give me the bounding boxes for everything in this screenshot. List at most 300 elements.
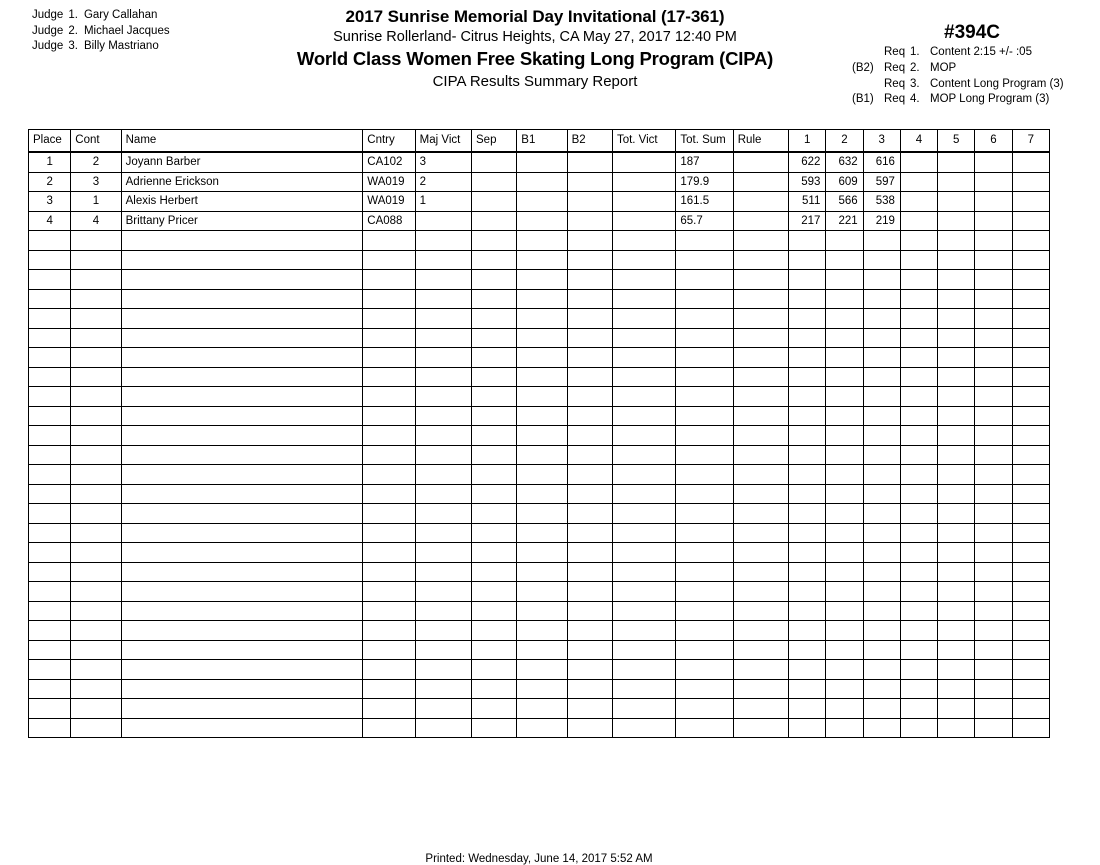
cell-j1: 217 bbox=[789, 211, 826, 231]
cell-j2 bbox=[826, 523, 863, 543]
column-header-name[interactable]: Name bbox=[121, 130, 363, 153]
cell-j2 bbox=[826, 484, 863, 504]
table-row-empty[interactable] bbox=[29, 660, 1050, 680]
cell-b1 bbox=[517, 640, 567, 660]
cell-j1 bbox=[789, 367, 826, 387]
table-row-empty[interactable] bbox=[29, 582, 1050, 602]
cell-maj_vict bbox=[415, 699, 471, 719]
cell-j4 bbox=[900, 562, 937, 582]
cell-sep bbox=[472, 348, 517, 368]
cell-cont bbox=[71, 270, 121, 290]
cell-cntry: CA102 bbox=[363, 152, 415, 172]
cell-tot_sum: 179.9 bbox=[676, 172, 733, 192]
cell-tot_vict bbox=[612, 699, 675, 719]
cell-j6 bbox=[975, 309, 1012, 329]
cell-j6 bbox=[975, 289, 1012, 309]
cell-b1 bbox=[517, 328, 567, 348]
cell-tot_sum bbox=[676, 348, 733, 368]
column-header-tot_sum[interactable]: Tot. Sum bbox=[676, 130, 733, 153]
cell-j5 bbox=[938, 211, 975, 231]
cell-j5 bbox=[938, 601, 975, 621]
cell-j7 bbox=[1012, 582, 1049, 602]
cell-j2 bbox=[826, 504, 863, 524]
cell-j7 bbox=[1012, 445, 1049, 465]
table-row-empty[interactable] bbox=[29, 718, 1050, 738]
cell-j7 bbox=[1012, 172, 1049, 192]
cell-j2: 609 bbox=[826, 172, 863, 192]
cell-j2: 221 bbox=[826, 211, 863, 231]
cell-j4 bbox=[900, 504, 937, 524]
cell-name bbox=[121, 543, 363, 563]
title-block bbox=[190, 6, 880, 92]
table-row-empty[interactable] bbox=[29, 406, 1050, 426]
cell-name bbox=[121, 445, 363, 465]
cell-tot_vict bbox=[612, 523, 675, 543]
cell-j3 bbox=[863, 562, 900, 582]
cell-sep bbox=[472, 152, 517, 172]
cell-b1 bbox=[517, 484, 567, 504]
table-row-empty[interactable] bbox=[29, 387, 1050, 407]
cell-j1 bbox=[789, 699, 826, 719]
cell-maj_vict bbox=[415, 640, 471, 660]
cell-b2 bbox=[567, 348, 612, 368]
cell-maj_vict bbox=[415, 562, 471, 582]
cell-j6 bbox=[975, 718, 1012, 738]
cell-b1 bbox=[517, 504, 567, 524]
column-header-j4[interactable]: 4 bbox=[900, 130, 937, 153]
results-table-container bbox=[28, 129, 1050, 865]
table-row-empty[interactable] bbox=[29, 621, 1050, 641]
column-header-j7[interactable]: 7 bbox=[1012, 130, 1049, 153]
cell-j5 bbox=[938, 152, 975, 172]
cell-maj_vict bbox=[415, 406, 471, 426]
cell-cntry bbox=[363, 621, 415, 641]
cell-j1 bbox=[789, 465, 826, 485]
cell-j1 bbox=[789, 718, 826, 738]
cell-tot_sum bbox=[676, 484, 733, 504]
cell-j4 bbox=[900, 523, 937, 543]
cell-j7 bbox=[1012, 465, 1049, 485]
cell-maj_vict bbox=[415, 328, 471, 348]
cell-sep bbox=[472, 250, 517, 270]
cell-place bbox=[29, 250, 71, 270]
cell-tot_vict bbox=[612, 621, 675, 641]
cell-j1 bbox=[789, 387, 826, 407]
cell-tot_sum bbox=[676, 582, 733, 602]
cell-tot_vict bbox=[612, 640, 675, 660]
table-row-empty[interactable] bbox=[29, 348, 1050, 368]
cell-b1 bbox=[517, 562, 567, 582]
cell-cont bbox=[71, 387, 121, 407]
cell-sep bbox=[472, 484, 517, 504]
cell-place bbox=[29, 660, 71, 680]
cell-tot_vict bbox=[612, 484, 675, 504]
cell-b1 bbox=[517, 387, 567, 407]
cell-name bbox=[121, 309, 363, 329]
column-header-j5[interactable]: 5 bbox=[938, 130, 975, 153]
cell-sep bbox=[472, 211, 517, 231]
table-row-empty[interactable] bbox=[29, 562, 1050, 582]
cell-j4 bbox=[900, 484, 937, 504]
cell-j3 bbox=[863, 406, 900, 426]
cell-cont bbox=[71, 718, 121, 738]
cell-j2 bbox=[826, 426, 863, 446]
cell-tot_vict bbox=[612, 660, 675, 680]
cell-j5 bbox=[938, 289, 975, 309]
cell-rule bbox=[733, 523, 788, 543]
cell-b1 bbox=[517, 621, 567, 641]
cell-b1 bbox=[517, 231, 567, 251]
cell-place bbox=[29, 406, 71, 426]
cell-b1 bbox=[517, 192, 567, 212]
printed-timestamp: Printed: Wednesday, June 14, 2017 5:52 AM bbox=[425, 853, 653, 865]
cell-j4 bbox=[900, 328, 937, 348]
cell-b2 bbox=[567, 328, 612, 348]
cell-j5 bbox=[938, 582, 975, 602]
cell-j6 bbox=[975, 543, 1012, 563]
cell-j2 bbox=[826, 562, 863, 582]
cell-j1: 511 bbox=[789, 192, 826, 212]
cell-sep bbox=[472, 640, 517, 660]
column-header-sep[interactable]: Sep bbox=[472, 130, 517, 153]
cell-b2 bbox=[567, 152, 612, 172]
cell-j5 bbox=[938, 504, 975, 524]
cell-name bbox=[121, 679, 363, 699]
table-row-empty[interactable] bbox=[29, 445, 1050, 465]
column-header-j2[interactable]: 2 bbox=[826, 130, 863, 153]
cell-cntry bbox=[363, 582, 415, 602]
cell-j6 bbox=[975, 192, 1012, 212]
cell-tot_vict bbox=[612, 250, 675, 270]
cell-j3 bbox=[863, 484, 900, 504]
cell-cntry: WA019 bbox=[363, 192, 415, 212]
cell-j1 bbox=[789, 621, 826, 641]
cell-j1: 593 bbox=[789, 172, 826, 192]
cell-maj_vict bbox=[415, 250, 471, 270]
cell-j7 bbox=[1012, 270, 1049, 290]
cell-j6 bbox=[975, 484, 1012, 504]
cell-j5 bbox=[938, 484, 975, 504]
cell-j6 bbox=[975, 211, 1012, 231]
cell-j3: 219 bbox=[863, 211, 900, 231]
column-header-maj_vict[interactable]: Maj Vict bbox=[415, 130, 471, 153]
cell-cont bbox=[71, 562, 121, 582]
cell-tot_vict bbox=[612, 562, 675, 582]
cell-j1 bbox=[789, 250, 826, 270]
column-header-cntry[interactable]: Cntry bbox=[363, 130, 415, 153]
cell-j4 bbox=[900, 172, 937, 192]
table-row-empty[interactable] bbox=[29, 328, 1050, 348]
cell-b1 bbox=[517, 601, 567, 621]
cell-j7 bbox=[1012, 152, 1049, 172]
cell-cont bbox=[71, 621, 121, 641]
cell-maj_vict bbox=[415, 348, 471, 368]
results-table-body bbox=[29, 152, 1050, 738]
cell-name bbox=[121, 348, 363, 368]
cell-maj_vict: 2 bbox=[415, 172, 471, 192]
cell-j5 bbox=[938, 621, 975, 641]
table-row-empty[interactable] bbox=[29, 367, 1050, 387]
cell-j2: 632 bbox=[826, 152, 863, 172]
column-header-j1[interactable]: 1 bbox=[789, 130, 826, 153]
cell-rule bbox=[733, 328, 788, 348]
column-header-j3[interactable]: 3 bbox=[863, 130, 900, 153]
cell-j5 bbox=[938, 718, 975, 738]
cell-j2 bbox=[826, 445, 863, 465]
cell-maj_vict bbox=[415, 601, 471, 621]
cell-j1 bbox=[789, 270, 826, 290]
cell-j4 bbox=[900, 289, 937, 309]
cell-cont bbox=[71, 582, 121, 602]
cell-name: Alexis Herbert bbox=[121, 192, 363, 212]
cell-j6 bbox=[975, 621, 1012, 641]
cell-name: Joyann Barber bbox=[121, 152, 363, 172]
cell-place bbox=[29, 718, 71, 738]
cell-j6 bbox=[975, 582, 1012, 602]
cell-cntry bbox=[363, 484, 415, 504]
cell-tot_sum bbox=[676, 426, 733, 446]
cell-j4 bbox=[900, 601, 937, 621]
cell-j7 bbox=[1012, 250, 1049, 270]
column-header-b1[interactable]: B1 bbox=[517, 130, 567, 153]
cell-sep bbox=[472, 367, 517, 387]
cell-place bbox=[29, 523, 71, 543]
requirement-bonus bbox=[852, 45, 884, 61]
cell-j3 bbox=[863, 309, 900, 329]
column-header-tot_vict[interactable]: Tot. Vict bbox=[612, 130, 675, 153]
table-row[interactable] bbox=[29, 192, 1050, 212]
cell-sep bbox=[472, 621, 517, 641]
cell-b2 bbox=[567, 679, 612, 699]
cell-place bbox=[29, 270, 71, 290]
cell-j7 bbox=[1012, 601, 1049, 621]
cell-cont bbox=[71, 309, 121, 329]
cell-b1 bbox=[517, 543, 567, 563]
cell-j5 bbox=[938, 250, 975, 270]
cell-j7 bbox=[1012, 367, 1049, 387]
cell-b2 bbox=[567, 231, 612, 251]
cell-cntry: WA019 bbox=[363, 172, 415, 192]
cell-maj_vict bbox=[415, 484, 471, 504]
cell-sep bbox=[472, 562, 517, 582]
cell-rule bbox=[733, 640, 788, 660]
cell-cont bbox=[71, 465, 121, 485]
table-row[interactable] bbox=[29, 152, 1050, 172]
table-row[interactable] bbox=[29, 172, 1050, 192]
cell-j1 bbox=[789, 562, 826, 582]
table-row-empty[interactable] bbox=[29, 231, 1050, 251]
cell-b1 bbox=[517, 152, 567, 172]
cell-j6 bbox=[975, 504, 1012, 524]
cell-tot_vict bbox=[612, 289, 675, 309]
cell-tot_sum bbox=[676, 660, 733, 680]
requirement-text: Content Long Program (3) bbox=[930, 77, 1064, 90]
cell-name: Adrienne Erickson bbox=[121, 172, 363, 192]
cell-rule bbox=[733, 367, 788, 387]
cell-j7 bbox=[1012, 387, 1049, 407]
cell-sep bbox=[472, 426, 517, 446]
cell-place bbox=[29, 699, 71, 719]
column-header-place[interactable]: Place bbox=[29, 130, 71, 153]
cell-place bbox=[29, 348, 71, 368]
table-row-empty[interactable] bbox=[29, 679, 1050, 699]
table-row-empty[interactable] bbox=[29, 465, 1050, 485]
cell-b2 bbox=[567, 270, 612, 290]
cell-b2 bbox=[567, 289, 612, 309]
cell-cntry bbox=[363, 231, 415, 251]
cell-tot_vict bbox=[612, 152, 675, 172]
cell-j3 bbox=[863, 582, 900, 602]
cell-tot_sum bbox=[676, 718, 733, 738]
cell-rule bbox=[733, 445, 788, 465]
cell-j1 bbox=[789, 231, 826, 251]
cell-b2 bbox=[567, 172, 612, 192]
cell-name bbox=[121, 699, 363, 719]
cell-tot_sum bbox=[676, 543, 733, 563]
table-row-empty[interactable] bbox=[29, 309, 1050, 329]
table-row-empty[interactable] bbox=[29, 504, 1050, 524]
cell-name: Brittany Pricer bbox=[121, 211, 363, 231]
cell-cntry bbox=[363, 250, 415, 270]
cell-j1 bbox=[789, 426, 826, 446]
cell-j7 bbox=[1012, 699, 1049, 719]
cell-tot_sum bbox=[676, 465, 733, 485]
table-row-empty[interactable] bbox=[29, 270, 1050, 290]
cell-cntry bbox=[363, 699, 415, 719]
cell-b2 bbox=[567, 367, 612, 387]
table-row-empty[interactable] bbox=[29, 426, 1050, 446]
requirement-list bbox=[852, 45, 1092, 108]
cell-tot_vict bbox=[612, 387, 675, 407]
cell-b2 bbox=[567, 250, 612, 270]
table-row-empty[interactable] bbox=[29, 543, 1050, 563]
cell-sep bbox=[472, 172, 517, 192]
cell-cont bbox=[71, 504, 121, 524]
cell-cont: 1 bbox=[71, 192, 121, 212]
cell-maj_vict bbox=[415, 504, 471, 524]
cell-tot_sum: 187 bbox=[676, 152, 733, 172]
table-row-empty[interactable] bbox=[29, 699, 1050, 719]
cell-j4 bbox=[900, 309, 937, 329]
cell-tot_sum: 161.5 bbox=[676, 192, 733, 212]
cell-j2 bbox=[826, 250, 863, 270]
cell-tot_vict bbox=[612, 582, 675, 602]
cell-sep bbox=[472, 718, 517, 738]
table-row-empty[interactable] bbox=[29, 601, 1050, 621]
cell-cont bbox=[71, 679, 121, 699]
cell-j5 bbox=[938, 231, 975, 251]
requirement-label: Req bbox=[884, 93, 906, 106]
cell-j5 bbox=[938, 640, 975, 660]
cell-b2 bbox=[567, 543, 612, 563]
cell-rule bbox=[733, 504, 788, 524]
cell-cntry bbox=[363, 426, 415, 446]
table-row-empty[interactable] bbox=[29, 484, 1050, 504]
table-row-empty[interactable] bbox=[29, 289, 1050, 309]
cell-rule bbox=[733, 601, 788, 621]
cell-name bbox=[121, 718, 363, 738]
table-row-empty[interactable] bbox=[29, 640, 1050, 660]
cell-j6 bbox=[975, 250, 1012, 270]
cell-tot_vict bbox=[612, 172, 675, 192]
cell-name bbox=[121, 426, 363, 446]
cell-b1 bbox=[517, 445, 567, 465]
cell-j2 bbox=[826, 328, 863, 348]
cell-b1 bbox=[517, 582, 567, 602]
cell-b2 bbox=[567, 192, 612, 212]
category-title: World Class Women Free Skating Long Program (CIPA) bbox=[296, 48, 774, 69]
judge-number: 3. bbox=[68, 40, 78, 52]
cell-j2 bbox=[826, 543, 863, 563]
cell-j7 bbox=[1012, 426, 1049, 446]
table-row[interactable] bbox=[29, 211, 1050, 231]
table-row-empty[interactable] bbox=[29, 250, 1050, 270]
cell-sep bbox=[472, 328, 517, 348]
cell-j4 bbox=[900, 660, 937, 680]
cell-j3 bbox=[863, 367, 900, 387]
cell-j5 bbox=[938, 270, 975, 290]
cell-j6 bbox=[975, 699, 1012, 719]
requirement-row bbox=[852, 77, 1092, 93]
cell-j7 bbox=[1012, 211, 1049, 231]
cell-j2 bbox=[826, 231, 863, 251]
cell-j2 bbox=[826, 601, 863, 621]
cell-j4 bbox=[900, 348, 937, 368]
cell-j7 bbox=[1012, 523, 1049, 543]
table-row-empty[interactable] bbox=[29, 523, 1050, 543]
cell-place bbox=[29, 601, 71, 621]
cell-cont bbox=[71, 601, 121, 621]
cell-j7 bbox=[1012, 289, 1049, 309]
cell-b2 bbox=[567, 387, 612, 407]
cell-j6 bbox=[975, 601, 1012, 621]
column-header-rule[interactable]: Rule bbox=[733, 130, 788, 153]
requirement-text: Content 2:15 +/- :05 bbox=[930, 46, 1032, 58]
cell-name bbox=[121, 640, 363, 660]
cell-rule bbox=[733, 250, 788, 270]
cell-b1 bbox=[517, 250, 567, 270]
cell-j5 bbox=[938, 562, 975, 582]
cell-j3 bbox=[863, 621, 900, 641]
cell-place bbox=[29, 543, 71, 563]
cell-sep bbox=[472, 601, 517, 621]
cell-j5 bbox=[938, 445, 975, 465]
cell-cntry bbox=[363, 367, 415, 387]
column-header-cont[interactable]: Cont bbox=[71, 130, 121, 153]
cell-b1 bbox=[517, 348, 567, 368]
cell-j3 bbox=[863, 718, 900, 738]
cell-j3: 597 bbox=[863, 172, 900, 192]
cell-j6 bbox=[975, 523, 1012, 543]
cell-j2 bbox=[826, 660, 863, 680]
cell-j3 bbox=[863, 504, 900, 524]
column-header-b2[interactable]: B2 bbox=[567, 130, 612, 153]
cell-cntry bbox=[363, 601, 415, 621]
cell-j6 bbox=[975, 270, 1012, 290]
cell-name bbox=[121, 660, 363, 680]
cell-j5 bbox=[938, 172, 975, 192]
cell-j1 bbox=[789, 309, 826, 329]
cell-j7 bbox=[1012, 406, 1049, 426]
cell-cntry bbox=[363, 543, 415, 563]
cell-j5 bbox=[938, 699, 975, 719]
cell-name bbox=[121, 250, 363, 270]
cell-j6 bbox=[975, 231, 1012, 251]
cell-maj_vict bbox=[415, 679, 471, 699]
column-header-j6[interactable]: 6 bbox=[975, 130, 1012, 153]
cell-sep bbox=[472, 309, 517, 329]
cell-name bbox=[121, 289, 363, 309]
